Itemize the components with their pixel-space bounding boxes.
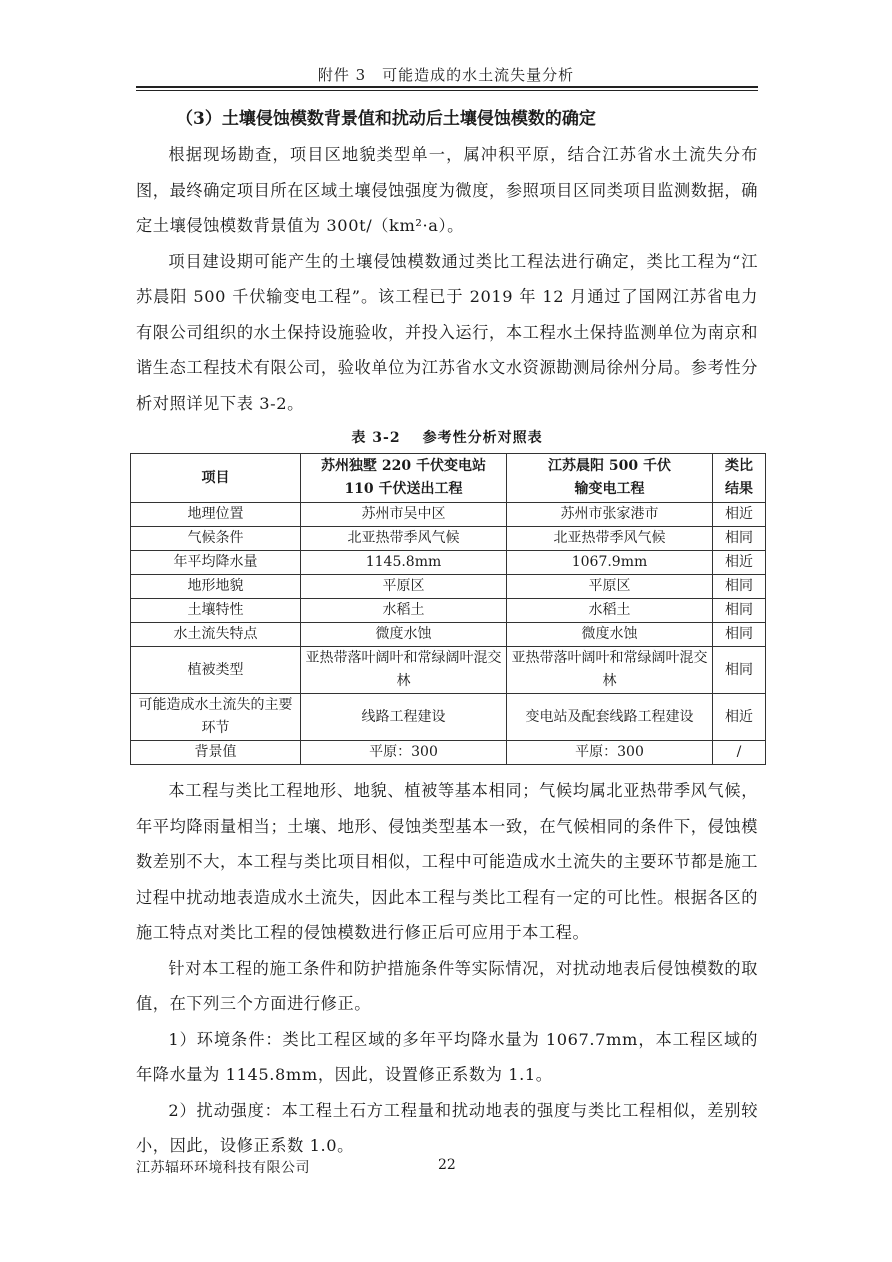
- header-reference-project: 江苏晨阳 500 千伏 输变电工程: [507, 454, 713, 503]
- table-row: [131, 575, 766, 599]
- table-caption-title: 参考性分析对照表: [422, 430, 543, 446]
- header-rule-thick: [136, 86, 758, 88]
- header-rule-thin: [136, 90, 758, 91]
- cell-ref: 1067.9mm: [507, 551, 713, 575]
- table-row: [131, 527, 766, 551]
- table-row: [131, 623, 766, 647]
- header-item: 项目: [131, 454, 301, 503]
- cell-item: 背景值: [131, 741, 301, 765]
- section-heading: （3）土壤侵蚀模数背景值和扰动后土壤侵蚀模数的确定: [176, 109, 596, 129]
- table-caption: [136, 427, 758, 447]
- footer-company: 江苏辐环环境科技有限公司: [136, 1160, 310, 1176]
- paragraph-environment-factor: 1）环境条件：类比工程区域的多年平均降水量为 1067.7mm，本工程区域的年降水量为 1145.8mm，因此，设置修正系数为 1.1。: [136, 1029, 758, 1084]
- paragraph-correction-intro: 针对本工程的施工条件和防护措施条件等实际情况，对扰动地表后侵蚀模数的取值，在下列三个方面进行修正。: [136, 958, 758, 1013]
- cell-result: 相同: [713, 575, 766, 599]
- table-row: [131, 599, 766, 623]
- page-number: 22: [438, 1157, 456, 1173]
- cell-result: 相同: [713, 623, 766, 647]
- table-caption-number: 表 3-2: [351, 430, 401, 446]
- cell-item: 地形地貌: [131, 575, 301, 599]
- table-row: [131, 503, 766, 527]
- cell-result: 相近: [713, 503, 766, 527]
- paragraph-comparison-conclusion: 本工程与类比工程地形、地貌、植被等基本相同；气候均属北亚热带季风气候，年平均降雨量相当；土壤、地形、侵蚀类型基本一致，在气候相同的条件下，侵蚀模数差别不大，本工程与类比项目相似，工程中可能造成水土流失的主要环节都是施工过程中扰动地表造成水土流失，因此本工程与类比工程有一定的可比性。根据各区的施工特点对类比工程的侵蚀模数进行修正后可应用于本工程。: [136, 781, 758, 942]
- table-header-row: [131, 454, 766, 503]
- cell-proj: 亚热带落叶阔叶和常绿阔叶混交林: [301, 647, 507, 694]
- paragraph-background-value: 根据现场勘查，项目区地貌类型单一，属冲积平原，结合江苏省水土流失分布图，最终确定项目所在区域土壤侵蚀强度为微度，参照项目区同类项目监测数据，确定土壤侵蚀模数背景值为 300t/（km²·a）。: [136, 145, 758, 235]
- cell-ref: 亚热带落叶阔叶和常绿阔叶混交林: [507, 647, 713, 694]
- cell-proj: 苏州市吴中区: [301, 503, 507, 527]
- paragraph-analogy-project: 项目建设期可能产生的土壤侵蚀模数通过类比工程法进行确定，类比工程为“江苏晨阳 500 千伏输变电工程”。该工程已于 2019 年 12 月通过了国网江苏省电力有限公司组织的水土保持设施验收，并投入运行，本工程水土保持监测单位为南京和谐生态工程技术有限公司，验收单位为江苏省水文水资源勘测局徐州分局。参考性分析对照详见下表 3-2。: [136, 251, 758, 413]
- cell-ref: 水稻土: [507, 599, 713, 623]
- cell-proj: 线路工程建设: [301, 694, 507, 741]
- header-this-project: 苏州独墅 220 千伏变电站 110 千伏送出工程: [301, 454, 507, 503]
- cell-proj: 北亚热带季风气候: [301, 527, 507, 551]
- cell-ref: 平原区: [507, 575, 713, 599]
- cell-proj: 水稻土: [301, 599, 507, 623]
- main-content: [136, 101, 758, 1164]
- cell-ref: 苏州市张家港市: [507, 503, 713, 527]
- cell-item: 年平均降水量: [131, 551, 301, 575]
- table-row: [131, 647, 766, 694]
- cell-item: 可能造成水土流失的主要环节: [131, 694, 301, 741]
- cell-result: 相近: [713, 694, 766, 741]
- cell-item: 气候条件: [131, 527, 301, 551]
- table-row: [131, 741, 766, 765]
- table-row: [131, 694, 766, 741]
- cell-item: 水土流失特点: [131, 623, 301, 647]
- cell-proj: 平原：300: [301, 741, 507, 765]
- cell-result: 相同: [713, 647, 766, 694]
- cell-result: /: [713, 741, 766, 765]
- cell-ref: 平原：300: [507, 741, 713, 765]
- cell-result: 相同: [713, 599, 766, 623]
- cell-result: 相近: [713, 551, 766, 575]
- cell-ref: 微度水蚀: [507, 623, 713, 647]
- cell-result: 相同: [713, 527, 766, 551]
- cell-proj: 1145.8mm: [301, 551, 507, 575]
- header-result: 类比 结果: [713, 454, 766, 503]
- paragraph-disturbance-factor: 2）扰动强度：本工程土石方工程量和扰动地表的强度与类比工程相似，差别较小，因此，设修正系数 1.0。: [136, 1100, 758, 1155]
- cell-item: 植被类型: [131, 647, 301, 694]
- cell-item: 地理位置: [131, 503, 301, 527]
- running-header: 附件 3 可能造成的水土流失量分析: [317, 66, 575, 84]
- cell-ref: 北亚热带季风气候: [507, 527, 713, 551]
- table-row: [131, 551, 766, 575]
- cell-ref: 变电站及配套线路工程建设: [507, 694, 713, 741]
- cell-proj: 微度水蚀: [301, 623, 507, 647]
- cell-item: 土壤特性: [131, 599, 301, 623]
- cell-proj: 平原区: [301, 575, 507, 599]
- comparison-table: [130, 453, 766, 765]
